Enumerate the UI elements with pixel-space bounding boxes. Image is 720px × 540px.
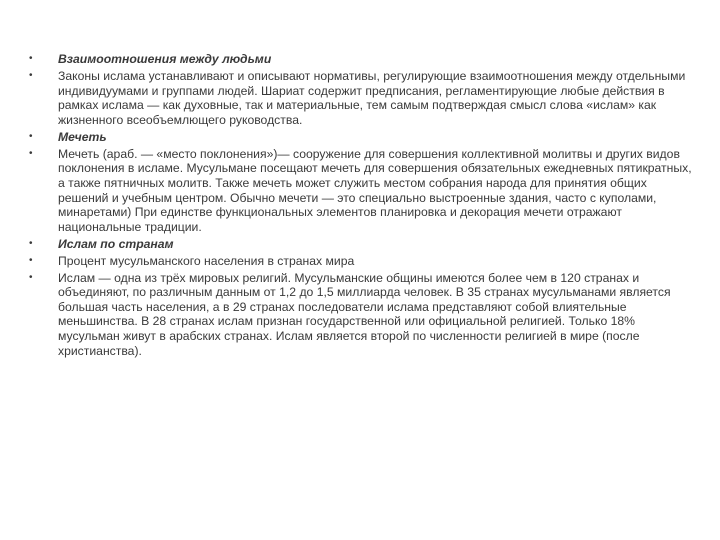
bullet-icon: • [29, 237, 33, 249]
bullet-icon: • [29, 69, 33, 81]
bullet-list [26, 52, 694, 361]
bullet-item-relations-heading [26, 52, 694, 67]
paragraph-countries: Ислам — одна из трёх мировых религий. Мусульманские общины имеются более чем в 120 странах и объединяют, по различным данным от 1,2 до 1,5 миллиарда человек. В 35 странах мусульманами является большая часть населения, а в 29 странах последователи ислама представляют собой влиятельные меньшинства. В 28 странах ислам признан государственной или официальной религией. Только 18% мусульман живут в арабских странах. Ислам является второй по численности религией в мире (после христианства). [58, 270, 671, 358]
heading-countries: Ислам по странам [58, 236, 174, 251]
paragraph-mosque: Мечеть (араб. — «место поклонения»)— сооружение для совершения коллективной молитвы и других видов поклонения в исламе. Мусульмане посещают мечеть для совершения обязательных ежедневных пятикратных, а также пятничных молитв. Также мечеть может служить местом собрания народа для принятия общих решений и учебным центром. Обычно мечети — это специально выстроенные здания, часто с куполами, минаретами) При единстве функциональных элементов планировка и декорация мечети отражают национальные традиции. [58, 146, 692, 234]
bullet-icon: • [29, 53, 33, 64]
paragraph-relations: Законы ислама устанавливают и описывают нормативы, регулирующие взаимоотношения между отдельными индивидуумами и группами людей. Шариат содержит предписания, регламентирующие любые действия в рамках ислама — как духовные, так и материальные, тем самым подтверждая смысл слова «ислам» как жизненного всеобъемлющего руководства. [58, 68, 686, 127]
bullet-item-relations-text [26, 69, 694, 127]
heading-relations: Взаимоотношения между людьми [58, 52, 272, 66]
paragraph-percent: Процент мусульманского населения в странах мира [58, 253, 355, 268]
bullet-item-percent [26, 254, 694, 269]
bullet-item-mosque-text [26, 147, 694, 235]
bullet-icon: • [29, 254, 33, 266]
bullet-icon: • [29, 130, 33, 142]
bullet-item-countries-heading [26, 237, 694, 252]
bullet-icon: • [29, 271, 33, 283]
bullet-icon: • [29, 147, 33, 159]
bullet-item-countries-text [26, 271, 694, 359]
heading-mosque: Мечеть [58, 129, 107, 144]
bullet-item-mosque-heading [26, 130, 694, 145]
